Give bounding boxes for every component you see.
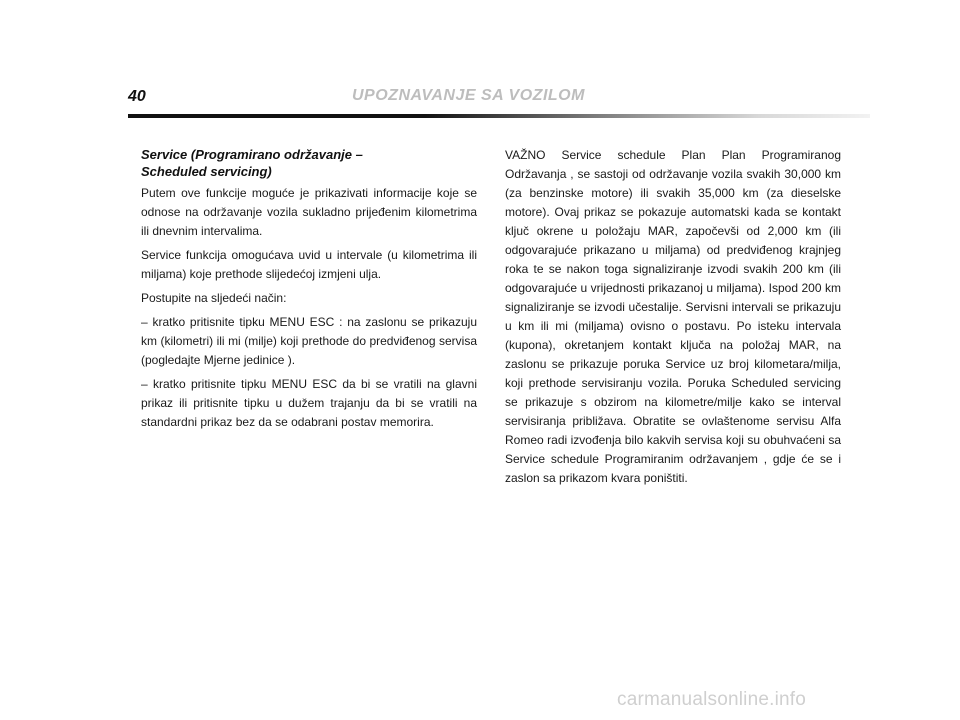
step-1-paragraph: – kratko pritisnite tipku MENU ESC : na zaslonu se prikazuju km (kilometri) ili mi (milje) koji prethode do predviđenog servisa (pogledajte Mjerne jedinice ). [141, 315, 477, 367]
chapter-title: UPOZNAVANJE SA VOZILOM [352, 87, 585, 104]
service-function-paragraph: Service funkcija omogućava uvid u intervale (u kilometrima ili miljama) koje prethode slijedećoj izmjeni ulja. [141, 248, 477, 281]
watermark: carmanualsonline.info [617, 689, 807, 710]
step-2-paragraph: – kratko pritisnite tipku MENU ESC da bi se vratili na glavni prikaz ili pritisnite tipku u dužem trajanju da bi se vratili na standardni prikaz bez da se odabrani postav memorira. [141, 377, 477, 429]
procedure-intro-paragraph: Postupite na sljedeći način: [141, 291, 287, 305]
right-column [505, 146, 841, 493]
section-heading [141, 146, 477, 180]
section-heading-line-1: Service (Programirano održavanje – [141, 147, 363, 162]
left-column [141, 146, 477, 437]
page-number: 40 [128, 88, 146, 105]
header-rule [128, 114, 870, 118]
important-note-paragraph: VAŽNO Service schedule Plan Plan Programiranog Održavanja , se sastoji od održavanje vozila svakih 30,000 km (za benzinske motore) ili svakih 35,000 km (za dieselske motore). Ovaj prikaz se pokazuje automatski kada se kontakt ključ okrene u položaju MAR, započevši od 2,000 km (ili odgovarajuće prikazano u miljama) od predviđenog krajnjeg roka te se nakon toga signaliziranje izvodi svakih 200 km (ili odgovarajuće u vrijednosti prikazanoj u miljama). Ispod 200 km signaliziranje se izvodi učestalije. Servisni intervali se prikazuju u km ili mi (miljama) ovisno o postavu. Po isteku intervala (kupona), okretanjem kontakt ključa na položaj MAR, na zaslonu se prikazuje poruka Service uz broj kilometara/milja, koji prethode servisiranju vozila. Poruka Scheduled servicing se prikazuje s obzirom na kilometre/milje kako se interval servisiranja približava. Obratite se ovlaštenome servisu Alfa Romeo radi izvođenja bilo kakvih servisa koji su obuhvaćeni sa Service schedule Programiranim održavanjem , gdje će se i zaslon sa prikazom kvara poništiti. [505, 148, 841, 485]
intro-paragraph: Putem ove funkcije moguće je prikazivati informacije koje se odnose na održavanje vozila sukladno prijeđenim kilometrima ili dnevnim intervalima. [141, 186, 477, 238]
section-heading-line-2: Scheduled servicing) [141, 164, 272, 179]
